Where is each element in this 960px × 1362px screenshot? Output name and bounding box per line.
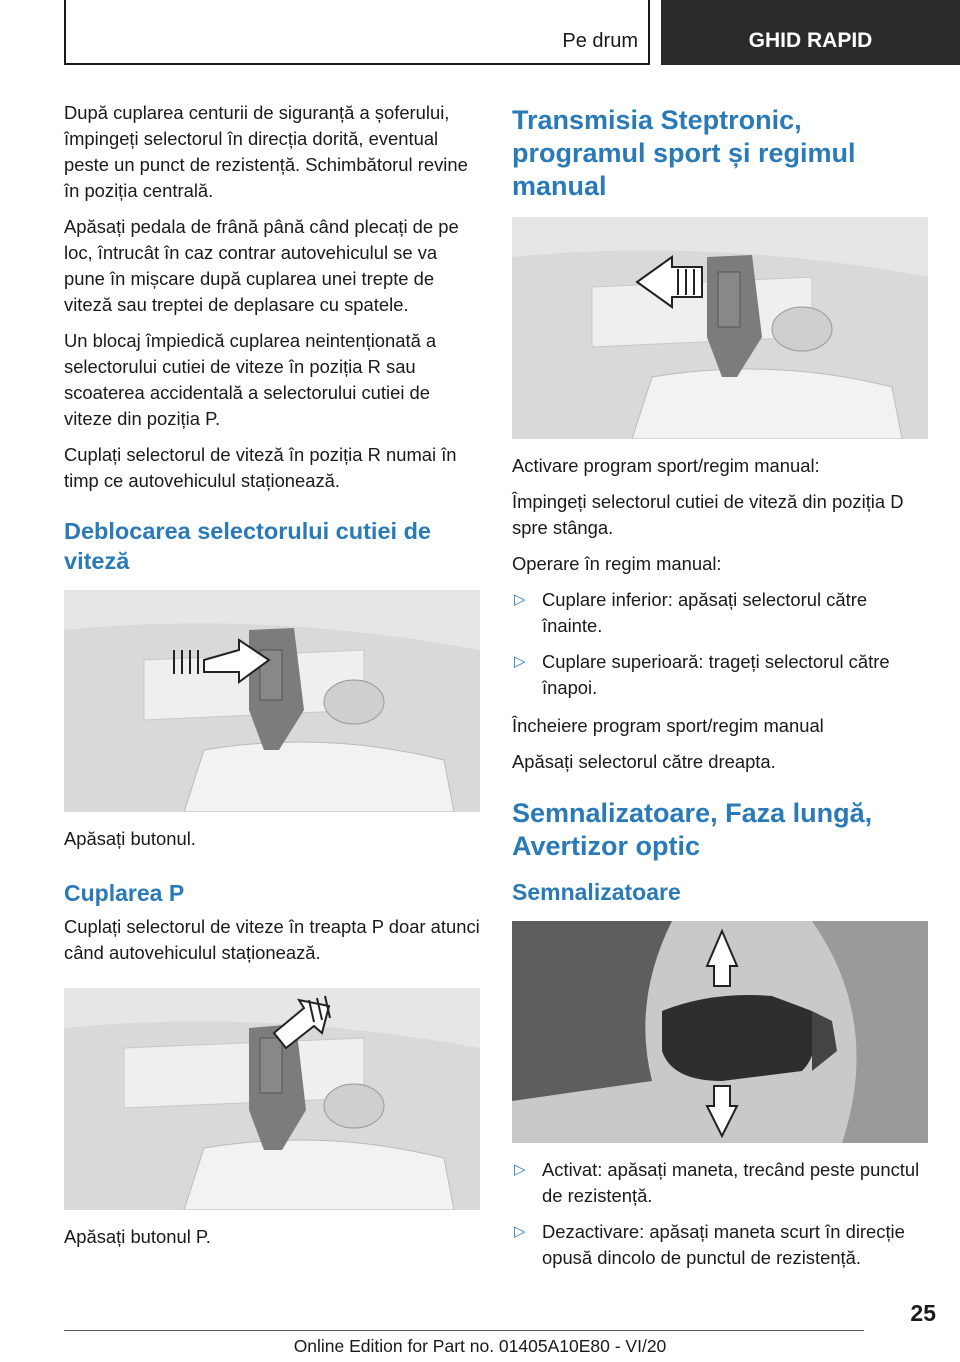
list-item: ▷ Cuplare superioară: trageți selectorul către înapoi.	[514, 651, 890, 698]
paragraph: Activare program sport/regim manual:	[512, 455, 820, 476]
right-column	[512, 104, 928, 1283]
paragraph: Cuplați selectorul de viteze în treapta P doar atunci când autovehiculul staționează.	[64, 916, 480, 963]
paragraph: După cuplarea centurii de siguranță a șoferului, împingeți selectorul în direcția dorită, eventual peste un punct de rezistență. Schimbătorul revine în poziția centrală.	[64, 102, 468, 201]
paragraph: Încheiere program sport/regim manual	[512, 715, 824, 736]
heading-steptronic: Transmisia Steptronic, programul sport și regimul manual	[512, 105, 856, 201]
paragraph: Apăsați pedala de frână până când plecați de pe loc, întrucât în caz contrar autovehiculul se va pune în mișcare după cuplarea unei trepte de viteză sau treptei de deplasare cu spatele.	[64, 216, 459, 315]
turn-signal-lever-illustration	[512, 921, 928, 1143]
paragraph: Un blocaj împiedică cuplarea neintenționată a selectorului cutiei de viteze în poziția R sau scoaterea accidentală a selectorului cutiei de viteze din poziția P.	[64, 330, 437, 429]
left-column	[64, 100, 480, 1260]
paragraph: Apăsați selectorul către dreapta.	[512, 751, 776, 772]
list-item: ▷ Activat: apăsați maneta, trecând peste punctul de rezistență.	[514, 1159, 920, 1206]
gear-selector-illustration	[64, 590, 480, 812]
triangle-bullet-icon: ▷	[514, 653, 526, 670]
triangle-bullet-icon: ▷	[514, 591, 526, 608]
page-number: 25	[910, 1300, 936, 1326]
signal-list	[512, 1157, 928, 1271]
heading-signals: Semnalizatoare, Faza lungă, Avertizor optic	[512, 798, 873, 861]
sport-mode-illustration	[512, 217, 928, 439]
header-badge: GHID RAPID	[661, 0, 960, 65]
triangle-bullet-icon: ▷	[514, 1161, 526, 1178]
manual-mode-list	[512, 587, 928, 701]
paragraph: Cuplați selectorul de viteză în poziția R numai în timp ce autovehiculul staționează.	[64, 444, 457, 491]
paragraph: Operare în regim manual:	[512, 553, 722, 574]
header-section-title: Pe drum	[562, 30, 638, 52]
heading-park: Cuplarea P	[64, 880, 185, 906]
figure-caption: Apăsați butonul P.	[64, 1226, 211, 1247]
footer-edition: Online Edition for Part no. 01405A10E80 - VI/20	[293, 1336, 667, 1356]
list-item: ▷ Cuplare inferior: apăsați selectorul către înainte.	[514, 589, 868, 636]
heading-signal-sub: Semnalizatoare	[512, 879, 681, 905]
heading-unlock-selector: Deblocarea selectorului cutiei de viteză	[64, 518, 431, 574]
footer-divider	[64, 1330, 864, 1331]
park-button-illustration	[64, 988, 480, 1210]
figure-caption: Apăsați butonul.	[64, 828, 196, 849]
paragraph: Împingeți selectorul cutiei de viteză din poziția D spre stânga.	[512, 491, 904, 538]
triangle-bullet-icon: ▷	[514, 1223, 526, 1240]
list-item: ▷ Dezactivare: apăsați maneta scurt în direcție opusă dincolo de punctul de rezistență.	[514, 1221, 905, 1268]
